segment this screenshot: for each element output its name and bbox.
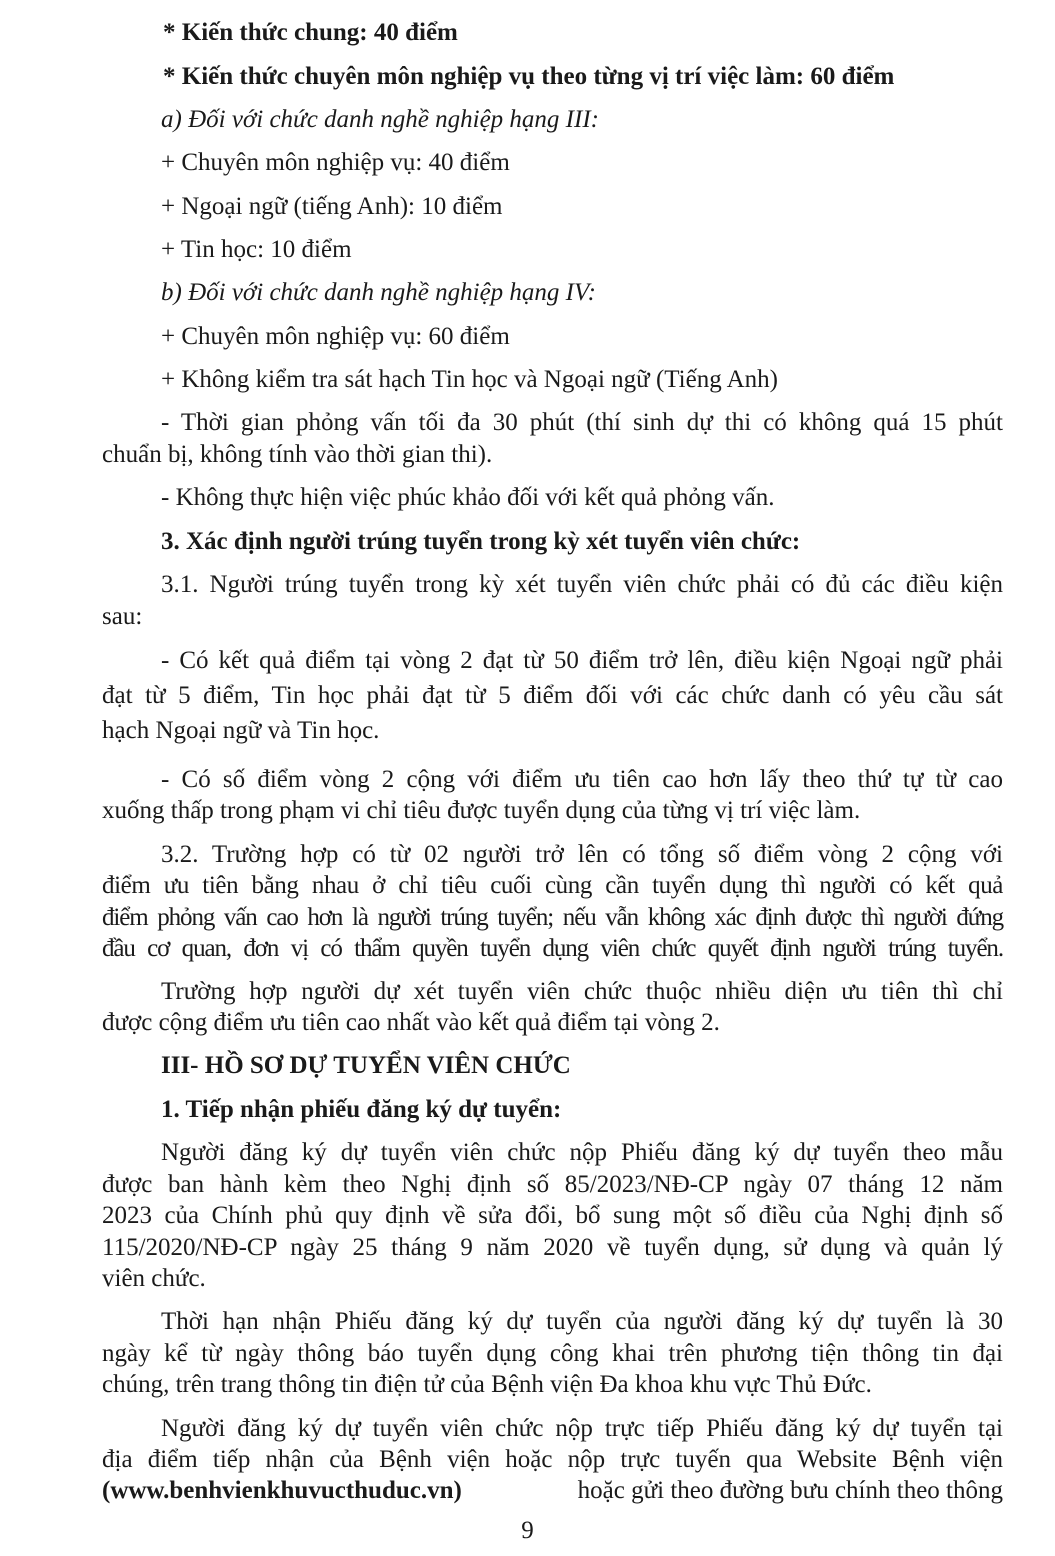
condition-1-line-1: - Có kết quả điểm tại vòng 2 đạt từ 50 điểm trở lên, điều kiện Ngoại ngữ phải [161, 647, 1003, 674]
grade-iv-specialized: + Chuyên môn nghiệp vụ: 60 điểm [161, 323, 510, 350]
deadline-line-1: Thời hạn nhận Phiếu đăng ký dự tuyển của người đăng ký dự tuyển là 30 [161, 1308, 1003, 1335]
registration-line-5: viên chức. [102, 1265, 206, 1292]
submission-line-3-rest: hoặc gửi theo đường bưu chính theo thông [577, 1477, 1003, 1504]
deadline-line-2: ngày kể từ ngày thông báo tuyển dụng công khai trên phương tiện thông tin đại [102, 1340, 1003, 1367]
registration-line-3: 2023 của Chính phủ quy định về sửa đổi, bổ sung một số điều của Nghị định số [102, 1202, 1003, 1229]
priority-note-line-1: Trường hợp người dự xét tuyển viên chức thuộc nhiều diện ưu tiên thì chỉ [161, 978, 1003, 1005]
condition-1-line-3: hạch Ngoại ngữ và Tin học. [102, 717, 380, 744]
registration-line-2: được ban hành kèm theo Nghị định số 85/2023/NĐ-CP ngày 07 tháng 12 năm [102, 1171, 1003, 1198]
grade-iii-specialized: + Chuyên môn nghiệp vụ: 40 điểm [161, 149, 510, 176]
condition-2-line-1: - Có số điểm vòng 2 cộng với điểm ưu tiên cao hơn lấy theo thứ tự từ cao [161, 766, 1003, 793]
condition-2-line-2: xuống thấp trong phạm vi chỉ tiêu được tuyển dụng của từng vị trí việc làm. [102, 797, 861, 824]
clause-3-2-line-3: điểm phỏng vấn cao hơn là người trúng tuyển; nếu vẫn không xác định được thì người đứng [102, 904, 1003, 931]
subsection-1-heading: 1. Tiếp nhận phiếu đăng ký dự tuyển: [161, 1096, 562, 1123]
clause-3-2-line-2: điểm ưu tiên bằng nhau ở chỉ tiêu cuối cùng cần tuyển dụng thì người có kết quả [102, 872, 1003, 899]
grade-iii-heading: a) Đối với chức danh nghề nghiệp hạng III: [161, 106, 599, 133]
interview-time-line-1: - Thời gian phỏng vấn tối đa 30 phút (thí sinh dự thi có không quá 15 phút [161, 409, 1003, 436]
clause-3-1-line-2: sau: [102, 603, 143, 630]
page-number: 9 [521, 1517, 534, 1544]
general-knowledge-score: * Kiến thức chung: 40 điểm [163, 19, 458, 46]
clause-3-1-line-1: 3.1. Người trúng tuyển trong kỳ xét tuyển viên chức phải có đủ các điều kiện [161, 571, 1003, 598]
specialized-knowledge-score: * Kiến thức chuyên môn nghiệp vụ theo từng vị trí việc làm: 60 điểm [163, 63, 895, 90]
priority-note-line-2: được cộng điểm ưu tiên cao nhất vào kết quả điểm tại vòng 2. [102, 1009, 720, 1036]
condition-1-line-2: đạt từ 5 điểm, Tin học phải đạt từ 5 điểm đối với các chức danh có yêu cầu sát [102, 682, 1003, 709]
section-iii-heading: III- HỒ SƠ DỰ TUYỂN VIÊN CHỨC [161, 1052, 571, 1079]
clause-3-2-line-1: 3.2. Trường hợp có từ 02 người trở lên có tổng số điểm vòng 2 cộng với [161, 841, 1003, 868]
deadline-line-3: chúng, trên trang thông tin điện tử của Bệnh viện Đa khoa khu vực Thủ Đức. [102, 1371, 872, 1398]
registration-line-1: Người đăng ký dự tuyển viên chức nộp Phiếu đăng ký dự tuyển theo mẫu [161, 1139, 1003, 1166]
clause-3-2-line-4: đầu cơ quan, đơn vị có thẩm quyền tuyển dụng viên chức quyết định người trúng tuyển. [102, 935, 1003, 962]
grade-iv-no-exam: + Không kiểm tra sát hạch Tin học và Ngoại ngữ (Tiếng Anh) [161, 366, 778, 393]
interview-time-line-2: chuẩn bị, không tính vào thời gian thi). [102, 441, 493, 468]
hospital-website-link[interactable]: (www.benhvienkhuvucthuduc.vn) [102, 1477, 462, 1504]
submission-line-2: địa điểm tiếp nhận của Bệnh viện hoặc nộp trực tuyến qua Website Bệnh viện [102, 1446, 1003, 1473]
grade-iii-foreign-language: + Ngoại ngữ (tiếng Anh): 10 điểm [161, 193, 503, 220]
grade-iii-it: + Tin học: 10 điểm [161, 236, 352, 263]
section-3-heading: 3. Xác định người trúng tuyển trong kỳ xét tuyển viên chức: [161, 528, 801, 555]
registration-line-4: 115/2020/NĐ-CP ngày 25 tháng 9 năm 2020 về tuyển dụng, sử dụng và quản lý [102, 1234, 1003, 1261]
grade-iv-heading: b) Đối với chức danh nghề nghiệp hạng IV: [161, 279, 596, 306]
submission-line-1: Người đăng ký dự tuyển viên chức nộp trực tiếp Phiếu đăng ký dự tuyển tại [161, 1415, 1003, 1442]
no-appeal-note: - Không thực hiện việc phúc khảo đối với kết quả phỏng vấn. [161, 484, 775, 511]
